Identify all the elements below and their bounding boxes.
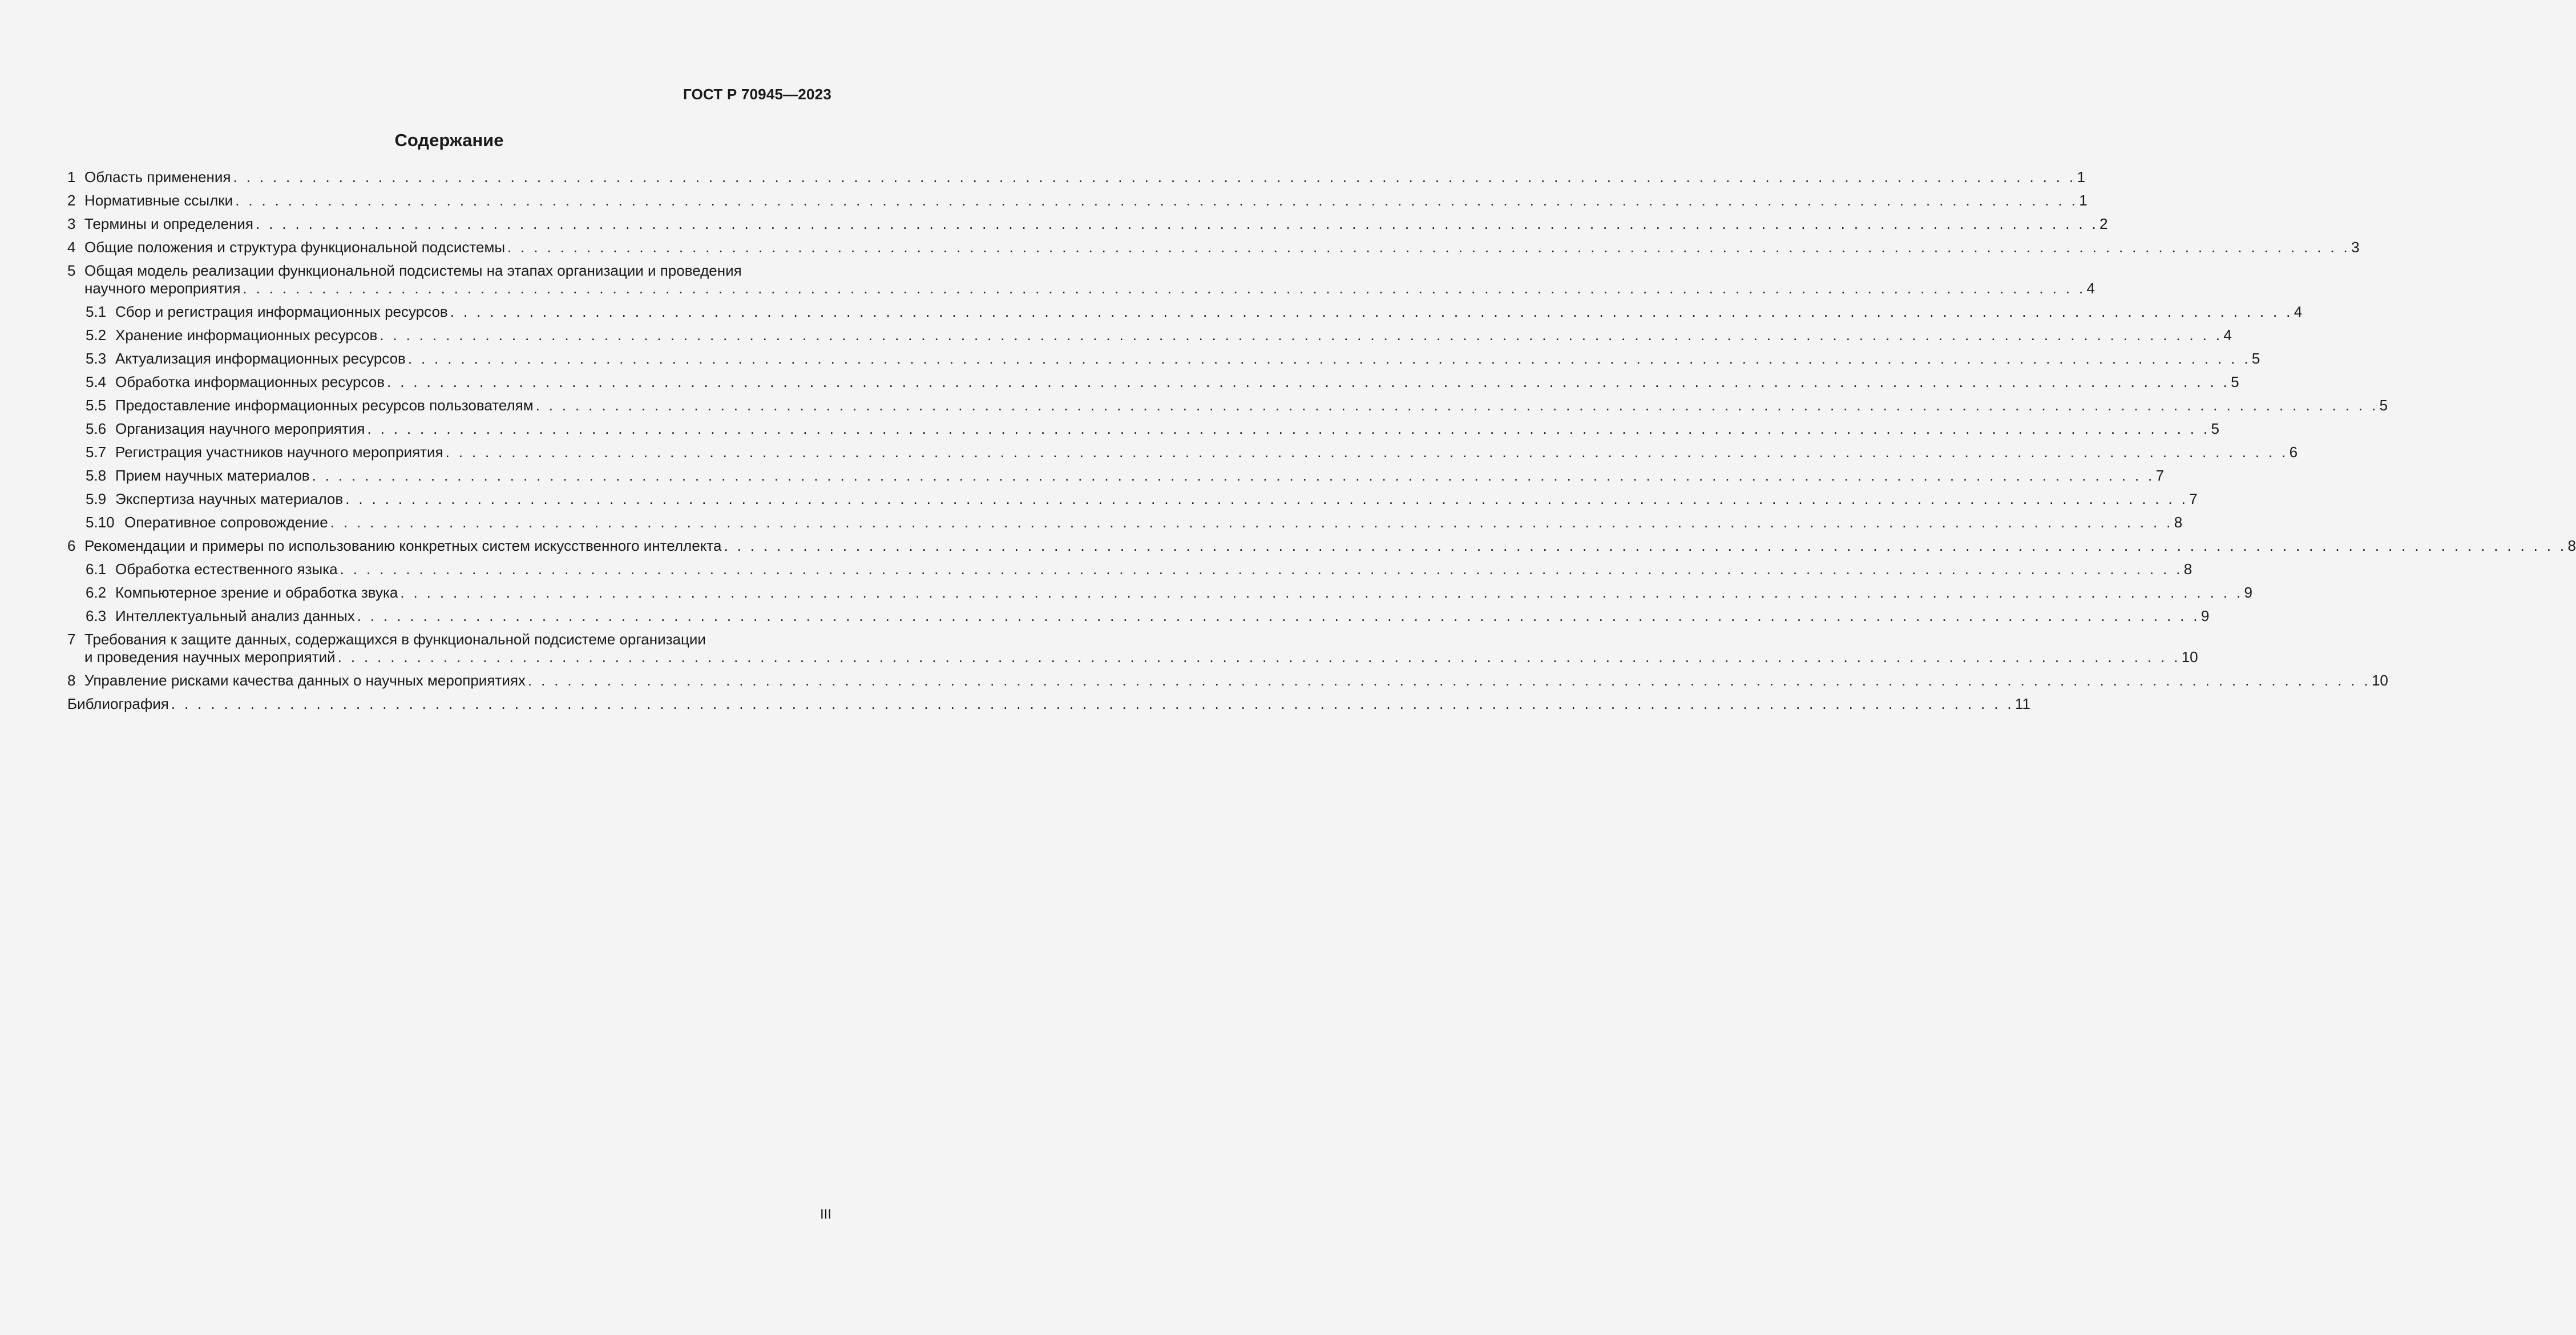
toc-entry-title: Управление рисками качества данных о научных мероприятиях (84, 672, 526, 689)
toc-entry[interactable] (67, 558, 2193, 581)
toc-entry-number: 5.5 (86, 397, 107, 414)
toc-entry[interactable] (67, 487, 2198, 511)
toc-entry-page: 10 (2371, 672, 2388, 689)
toc-entry-body (84, 262, 2095, 297)
toc-title: Содержание (394, 130, 504, 150)
toc-entry-number: 4 (67, 239, 76, 256)
toc-entry-number: 6 (67, 537, 76, 554)
toc-entry-page: 9 (2200, 607, 2210, 624)
toc-entry-number: 5.9 (86, 490, 107, 507)
dot-leader: . . . . . . . . . . . . . . . . . . . . . . . . . . . . . . . . . . . . . . . . . . . . . . . . . . . . . . . . . . . . . . . . . . . . . . . . . . . . . . . . . . . . . . . . . . . . . . . . . . . . . . . . . . . . . . . . . . . . . . . . . . . . . . . . . . . . . . . . . . . . (312, 467, 2155, 484)
toc-entry-page: 4 (2294, 303, 2303, 320)
toc-entry-number: 5.10 (86, 514, 115, 531)
toc-entry-page: 4 (2086, 280, 2095, 297)
dot-leader: . . . . . . . . . . . . . . . . . . . . . . . . . . . . . . . . . . . . . . . . . . . . . . . . . . . . . . . . . . . . . . . . . . . . . . . . . . . . . . . . . . . . . . . . . . . . . . . . . . . . . . . . . . . . . . . . . . . . . . . . . . . . . . . . . . . . . . . . . . . . (400, 584, 2243, 601)
toc-entry-title: Рекомендации и примеры по использованию конкретных систем искусственного интеллекта (84, 537, 722, 554)
toc-entry-page: 1 (2077, 168, 2085, 185)
toc-entry-number: 5.6 (86, 420, 107, 437)
toc-entry-page: 8 (2567, 537, 2576, 554)
toc-entry-title: Регистрация участников научного мероприятия (115, 443, 443, 461)
dot-leader: . . . . . . . . . . . . . . . . . . . . . . . . . . . . . . . . . . . . . . . . . . . . . . . . . . . . . . . . . . . . . . . . . . . . . . . . . . . . . . . . . . . . . . . . . . . . . . . . . . . . . . . . . . . . . . . . . . . . . . . . . . . . . . . . . . . . . . . . . . . . (233, 168, 2076, 185)
dot-leader: . . . . . . . . . . . . . . . . . . . . . . . . . . . . . . . . . . . . . . . . . . . . . . . . . . . . . . . . . . . . . . . . . . . . . . . . . . . . . . . . . . . . . . . . . . . . . . . . . . . . . . . . . . . . . . . . . . . . . . . . . . . . . . . . . . . . . . . . . . . . (357, 607, 2200, 624)
dot-leader: . . . . . . . . . . . . . . . . . . . . . . . . . . . . . . . . . . . . . . . . . . . . . . . . . . . . . . . . . . . . . . . . . . . . . . . . . . . . . . . . . . . . . . . . . . . . . . . . . . . . . . . . . . . . . . . . . . . . . . . . . . . . . . . . . . . . . . . . . . . . (507, 239, 2351, 256)
toc-entry-page: 4 (2223, 326, 2232, 344)
dot-leader: . . . . . . . . . . . . . . . . . . . . . . . . . . . . . . . . . . . . . . . . . . . . . . . . . . . . . . . . . . . . . . . . . . . . . . . . . . . . . . . . . . . . . . . . . . . . . . . . . . . . . . . . . . . . . . . . . . . . . . . . . . . . . . . . . . . . . . . . . . . . (407, 350, 2251, 367)
toc-entry-page: 5 (2231, 373, 2239, 390)
toc-entry-page: 2 (2099, 215, 2108, 232)
toc-entry-body (115, 581, 2252, 604)
toc-entry-number: 5.4 (86, 373, 107, 390)
toc-entry-body (115, 300, 2303, 324)
toc-entry-page: 9 (2244, 584, 2252, 601)
toc-entry-body (115, 441, 2298, 464)
toc-entry[interactable] (67, 534, 2576, 558)
toc-entry[interactable] (67, 511, 2183, 534)
dot-leader: . . . . . . . . . . . . . . . . . . . . . . . . . . . . . . . . . . . . . . . . . . . . . . . . . . . . . . . . . . . . . . . . . . . . . . . . . . . . . . . . . . . . . . . . . . . . . . . . . . . . . . . . . . . . . . . . . . . . . . . . . . . . . . . . . . . . . . . . . . . . (367, 420, 2210, 437)
toc-entry-title: Общие положения и структура функциональной подсистемы (84, 239, 506, 256)
dot-leader: . . . . . . . . . . . . . . . . . . . . . . . . . . . . . . . . . . . . . . . . . . . . . . . . . . . . . . . . . . . . . . . . . . . . . . . . . . . . . . . . . . . . . . . . . . . . . . . . . . . . . . . . . . . . . . . . . . . . . . . . . . . . . . . . . . . . . . . . . . . . (450, 303, 2293, 320)
toc-entry-number: 6.1 (86, 560, 107, 578)
dot-leader: . . . . . . . . . . . . . . . . . . . . . . . . . . . . . . . . . . . . . . . . . . . . . . . . . . . . . . . . . . . . . . . . . . . . . . . . . . . . . . . . . . . . . . . . . . . . . . . . . . . . . . . . . . . . . . . . . . . . . . . . . . . . . . . . . . . . . . . . . . . . (345, 490, 2189, 507)
toc-entry-body (84, 166, 2085, 189)
toc-entry-page: 11 (2014, 695, 2030, 712)
toc-entry-page: 5 (2251, 350, 2260, 367)
dot-leader: . . . . . . . . . . . . . . . . . . . . . . . . . . . . . . . . . . . . . . . . . . . . . . . . . . . . . . . . . . . . . . . . . . . . . . . . . . . . . . . . . . . . . . . . . . . . . . . . . . . . . . . . . . . . . . . . . . . . . . . . . . . . . . . . . . . . . . . . . . . . (256, 215, 2099, 232)
toc-entry-body (115, 487, 2198, 511)
toc-entry-body (124, 511, 2183, 534)
toc-entry-number: 7 (67, 631, 76, 648)
toc-entry-title: Экспертиза научных материалов (115, 490, 344, 507)
toc-entry-body (84, 236, 2360, 259)
toc-entry-page: 8 (2183, 560, 2193, 578)
toc-entry-title: Обработка информационных ресурсов (115, 373, 385, 390)
toc-entry-number: 1 (67, 168, 76, 185)
toc-entry-number: 5.2 (86, 326, 107, 344)
toc-entry-title: Сбор и регистрация информационных ресурсов (115, 303, 448, 320)
toc-entry[interactable] (67, 300, 2303, 324)
toc-entry[interactable] (67, 212, 2108, 236)
toc-entry-body (67, 692, 2030, 716)
toc-entry-title: Область применения (84, 168, 231, 185)
toc-entry-title-line1: Требования к защите данных, содержащихся в функциональной подсистеме организации (84, 631, 706, 648)
document-code: ГОСТ Р 70945—2023 (683, 86, 831, 103)
toc-entry[interactable] (67, 441, 2298, 464)
toc-entry-title: Интеллектуальный анализ данных (115, 607, 355, 624)
toc-entry-body (84, 212, 2108, 236)
dot-leader: . . . . . . . . . . . . . . . . . . . . . . . . . . . . . . . . . . . . . . . . . . . . . . . . . . . . . . . . . . . . . . . . . . . . . . . . . . . . . . . . . . . . . . . . . . . . . . . . . . . . . . . . . . . . . . . . . . . . . . . . . . . . . . . . . . . . . . . . . . . . (379, 326, 2223, 344)
toc-entry-number: 6.3 (86, 607, 107, 624)
toc-entry-body (115, 604, 2210, 628)
toc-entry-number: 5.8 (86, 467, 107, 484)
toc-entry-page: 5 (2379, 397, 2388, 414)
dot-leader: . . . . . . . . . . . . . . . . . . . . . . . . . . . . . . . . . . . . . . . . . . . . . . . . . . . . . . . . . . . . . . . . . . . . . . . . . . . . . . . . . . . . . . . . . . . . . . . . . . . . . . . . . . . . . . . . . . . . . . . . . . . . . . . . . . . . . . . . . . . . (340, 560, 2183, 578)
toc-entry-title: Термины и определения (84, 215, 254, 232)
toc-entry[interactable] (67, 464, 2165, 487)
toc-entry[interactable] (67, 324, 2232, 347)
toc-entry[interactable] (67, 189, 2088, 212)
page-number-footer: III (819, 1207, 831, 1222)
toc-entry[interactable] (67, 417, 2219, 441)
toc-entry-title-line1: Общая модель реализации функциональной подсистемы на этапах организации и проведения (84, 262, 742, 279)
toc-entry-body (115, 370, 2239, 394)
dot-leader: . . . . . . . . . . . . . . . . . . . . . . . . . . . . . . . . . . . . . . . . . . . . . . . . . . . . . . . . . . . . . . . . . . . . . . . . . . . . . . . . . . . . . . . . . . . . . . . . . . . . . . . . . . . . . . . . . . . . . . . . . . . . . . . . . . . . . . . . . . . . (243, 280, 2086, 297)
toc-entry[interactable] (67, 581, 2252, 604)
toc-entry-number: 2 (67, 192, 76, 209)
toc-entry-title: Компьютерное зрение и обработка звука (115, 584, 398, 601)
toc-entry-body (115, 394, 2388, 417)
toc-entry-page: 1 (2079, 192, 2088, 209)
toc-entry[interactable] (67, 692, 2030, 716)
toc-entry-page: 3 (2351, 239, 2360, 256)
toc-entry-title: Нормативные ссылки (84, 192, 233, 209)
toc-entry-title: Актуализация информационных ресурсов (115, 350, 406, 367)
toc-entry-body (84, 631, 2198, 666)
toc-entry-body (115, 558, 2193, 581)
toc-entry-title: Прием научных материалов (115, 467, 310, 484)
toc-entry-title: Обработка естественного языка (115, 560, 338, 578)
toc-entry[interactable] (67, 259, 2095, 300)
toc-entry-number: 3 (67, 215, 76, 232)
toc-entry-page: 5 (2211, 420, 2219, 437)
toc-entry[interactable] (67, 166, 2085, 189)
toc-entry[interactable] (67, 394, 2388, 417)
toc-entry-page: 8 (2174, 514, 2183, 531)
toc-entry-body (115, 464, 2165, 487)
toc-list (67, 166, 2576, 716)
toc-entry-number: 5.7 (86, 443, 107, 461)
toc-entry-page: 6 (2289, 443, 2298, 461)
dot-leader: . . . . . . . . . . . . . . . . . . . . . . . . . . . . . . . . . . . . . . . . . . . . . . . . . . . . . . . . . . . . . . . . . . . . . . . . . . . . . . . . . . . . . . . . . . . . . . . . . . . . . . . . . . . . . . . . . . . . . . . . . . . . . . . . . . . . . . . . . . . . (337, 648, 2181, 666)
toc-entry-number: 5.1 (86, 303, 107, 320)
toc-entry-title: Организация научного мероприятия (115, 420, 365, 437)
toc-entry[interactable] (67, 628, 2198, 669)
toc-entry-body (115, 347, 2260, 370)
toc-entry-title: научного мероприятия (84, 280, 241, 297)
dot-leader: . . . . . . . . . . . . . . . . . . . . . . . . . . . . . . . . . . . . . . . . . . . . . . . . . . . . . . . . . . . . . . . . . . . . . . . . . . . . . . . . . . . . . . . . . . . . . . . . . . . . . . . . . . . . . . . . . . . . . . . . . . . . . . . . . . . . . . . . . . . . (527, 672, 2371, 689)
toc-entry[interactable] (67, 604, 2210, 628)
toc-entry-page: 7 (2189, 490, 2198, 507)
dot-leader: . . . . . . . . . . . . . . . . . . . . . . . . . . . . . . . . . . . . . . . . . . . . . . . . . . . . . . . . . . . . . . . . . . . . . . . . . . . . . . . . . . . . . . . . . . . . . . . . . . . . . . . . . . . . . . . . . . . . . . . . . . . . . . . . . . . . . . . . . . . . (387, 373, 2230, 390)
toc-entry[interactable] (67, 236, 2360, 259)
dot-leader: . . . . . . . . . . . . . . . . . . . . . . . . . . . . . . . . . . . . . . . . . . . . . . . . . . . . . . . . . . . . . . . . . . . . . . . . . . . . . . . . . . . . . . . . . . . . . . . . . . . . . . . . . . . . . . . . . . . . . . . . . . . . . . . . . . . . . . . . . . . . (330, 514, 2173, 531)
toc-entry-body (115, 324, 2232, 347)
toc-entry-title: Библиография (67, 695, 169, 712)
toc-entry-page: 7 (2155, 467, 2165, 484)
dot-leader: . . . . . . . . . . . . . . . . . . . . . . . . . . . . . . . . . . . . . . . . . . . . . . . . . . . . . . . . . . . . . . . . . . . . . . . . . . . . . . . . . . . . . . . . . . . . . . . . . . . . . . . . . . . . . . . . . . . . . . . . . . . . . . . . . . . . . . . . . . . . (235, 192, 2078, 209)
toc-entry-page: 10 (2181, 648, 2198, 666)
toc-entry-number: 8 (67, 672, 76, 689)
dot-leader: . . . . . . . . . . . . . . . . . . . . . . . . . . . . . . . . . . . . . . . . . . . . . . . . . . . . . . . . . . . . . . . . . . . . . . . . . . . . . . . . . . . . . . . . . . . . . . . . . . . . . . . . . . . . . . . . . . . . . . . . . . . . . . . . . . . . . . . . . . . . (535, 397, 2379, 414)
toc-entry[interactable] (67, 347, 2260, 370)
toc-entry-title: Оперативное сопровождение (124, 514, 328, 531)
dot-leader: . . . . . . . . . . . . . . . . . . . . . . . . . . . . . . . . . . . . . . . . . . . . . . . . . . . . . . . . . . . . . . . . . . . . . . . . . . . . . . . . . . . . . . . . . . . . . . . . . . . . . . . . . . . . . . . . . . . . . . . . . . . . . . . . . . . . . . . . . . . . (171, 695, 2014, 712)
toc-entry-body (84, 189, 2088, 212)
toc-entry[interactable] (67, 669, 2388, 692)
toc-entry-title: Предоставление информационных ресурсов пользователям (115, 397, 534, 414)
toc-entry-body (115, 417, 2219, 441)
dot-leader: . . . . . . . . . . . . . . . . . . . . . . . . . . . . . . . . . . . . . . . . . . . . . . . . . . . . . . . . . . . . . . . . . . . . . . . . . . . . . . . . . . . . . . . . . . . . . . . . . . . . . . . . . . . . . . . . . . . . . . . . . . . . . . . . . . . . . . . . . . . . (445, 443, 2288, 461)
toc-entry-body (84, 669, 2388, 692)
toc-entry-number: 5.3 (86, 350, 107, 367)
toc-entry-body (84, 534, 2576, 558)
toc-entry-number: 5 (67, 262, 76, 279)
dot-leader: . . . . . . . . . . . . . . . . . . . . . . . . . . . . . . . . . . . . . . . . . . . . . . . . . . . . . . . . . . . . . . . . . . . . . . . . . . . . . . . . . . . . . . . . . . . . . . . . . . . . . . . . . . . . . . . . . . . . . . . . . . . . . . . . . . . . . . . . . . . . (724, 537, 2567, 554)
toc-entry-number: 6.2 (86, 584, 107, 601)
toc-entry-title: Хранение информационных ресурсов (115, 326, 378, 344)
toc-entry-title: и проведения научных мероприятий (84, 648, 336, 666)
toc-entry[interactable] (67, 370, 2239, 394)
